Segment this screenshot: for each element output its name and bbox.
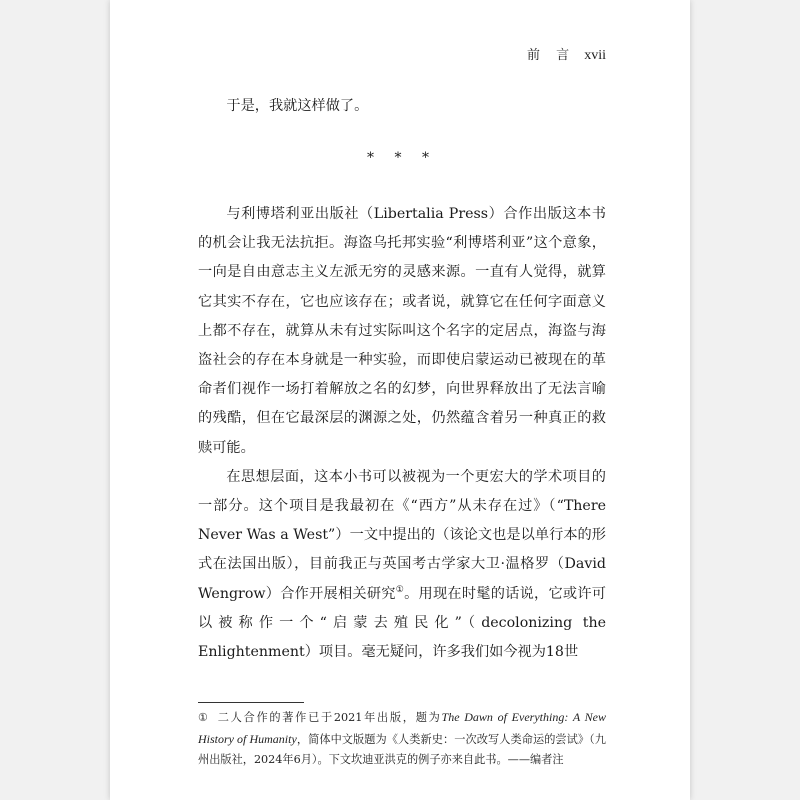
paragraph-2: 与利博塔利亚出版社（Libertalia Press）合作出版这本书的机会让我无法抗拒。海盗乌托邦实验“利博塔利亚”这个意象，一向是自由意志主义左派无穷的灵感来源。一直有人觉得，就算它其实不存在，它也应该存在；或者说，就算它在任何字面意义上都不存在，就算从未有过实际叫这个名字的定居点，海盗与海盗社会的存在本身就是一种实验，而即使启蒙运动已被现在的革命者们视作一场打着解放之名的幻梦，向世界释放出了无法言喻的残酷，但在它最深层的渊源之处，仍然蕴含着另一种真正的救赎可能。 [198, 206, 606, 456]
book-page [110, 0, 690, 800]
paragraph-1: 于是，我就这样做了。 [226, 98, 369, 114]
running-head [527, 44, 606, 64]
footnote-divider [198, 702, 304, 703]
paragraph-3 [198, 463, 606, 667]
page-number: xvii [584, 48, 606, 63]
footnote-reference[interactable]: ① [395, 584, 405, 595]
running-head-section: 前 言 [526, 48, 576, 63]
footnote [198, 707, 606, 771]
opening-paragraph-block [198, 92, 606, 121]
footnote-text-1: 二人合作的著作已于2021年出版，题为 [217, 711, 442, 724]
section-separator: * * * [367, 150, 437, 166]
paragraph-3-part-2: 。用现在时髦的话说，它或许可以被称作一个“启蒙去殖民化”（decolonizing the Enlightenment）项目。毫无疑问，许多我们如今视为18世 [198, 585, 606, 661]
main-text-block [198, 200, 606, 667]
footnote-mark: ① [198, 711, 210, 724]
paragraph-3-part-1: 在思想层面，这本小书可以被视为一个更宏大的学术项目的一部分。这个项目是我最初在《“西方”从未存在过》（“There Never Was a West”）一文中提出的（该论文也是以单行本的形式在法国出版），目前我正与英国考古学家大卫·温格罗（David Wengrow）合作开展相关研究 [198, 468, 606, 602]
footnote-text-2: ，简体中文版题为《人类新史：一次改写人类命运的尝试》（九州出版社，2024年6月）。下文坎迪亚洪克的例子亦来自此书。——编者注 [198, 732, 606, 766]
footnote-book-title: The Dawn of Everything: A New History of Humanity [198, 710, 606, 746]
